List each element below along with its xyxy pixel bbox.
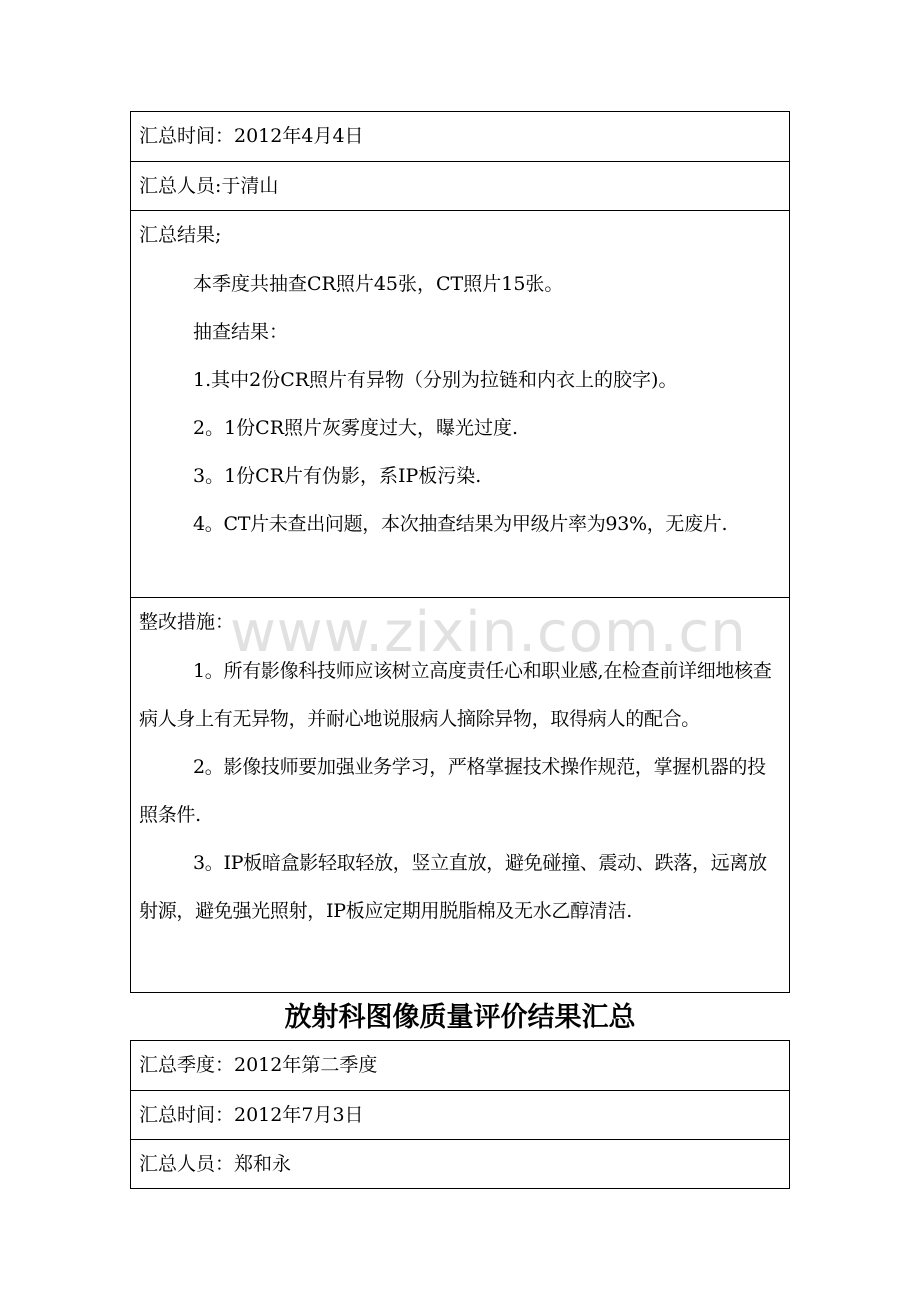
corrective-measures-cell (131, 597, 789, 992)
results-subheading: 抽查结果： (193, 321, 289, 343)
results-item-1: 1.其中2份CR照片有异物（分别为拉链和内衣上的胶字)。 (193, 369, 678, 391)
results-item-4: 4。CT片未查出问题，本次抽查结果为甲级片率为93%，无废片. (193, 513, 728, 535)
summary-time-text-2: 汇总时间：2012年7月3日 (139, 1104, 364, 1126)
results-item-2: 2。1份CR照片灰雾度过大，曝光过度. (193, 417, 519, 439)
results-heading: 汇总结果; (139, 224, 222, 246)
summary-person-row (131, 161, 789, 210)
results-summary: 本季度共抽查CR照片45张，CT照片15张。 (193, 273, 564, 295)
summary-time-row-2 (131, 1090, 789, 1139)
summary-person-text-2: 汇总人员：郑和永 (139, 1153, 292, 1175)
summary-table-q2 (130, 1040, 790, 1189)
summary-time-row (131, 112, 789, 161)
results-item-3: 3。1份CR片有伪影，系IP板污染. (193, 465, 482, 487)
summary-table-q1 (130, 111, 790, 993)
summary-person-text: 汇总人员:于清山 (139, 175, 279, 197)
summary-results-cell (131, 210, 789, 597)
watermark: www.zixin.com.cn (230, 600, 747, 665)
quarter-text: 汇总季度：2012年第二季度 (139, 1054, 378, 1076)
measures-heading: 整改措施： (139, 611, 235, 633)
summary-time-text: 汇总时间：2012年4月4日 (139, 125, 364, 147)
measures-item-2: 2。影像技师要加强业务学习，严格掌握技术操作规范，掌握机器的投照条件. (139, 756, 766, 826)
measures-item-3: 3。IP板暗盒影轻取轻放，竖立直放，避免碰撞、震动、跌落，远离放射源，避免强光照射，IP板应定期用脱脂棉及无水乙醇清洁. (139, 852, 767, 922)
measures-item-1: 1。所有影像科技师应该树立高度责任心和职业感,在检查前详细地核查病人身上有无异物，并耐心地说服病人摘除异物，取得病人的配合。 (139, 660, 772, 730)
summary-person-row-2 (131, 1139, 789, 1188)
quarter-row (131, 1041, 789, 1090)
section-title: 放射科图像质量评价结果汇总 (284, 1002, 636, 1033)
